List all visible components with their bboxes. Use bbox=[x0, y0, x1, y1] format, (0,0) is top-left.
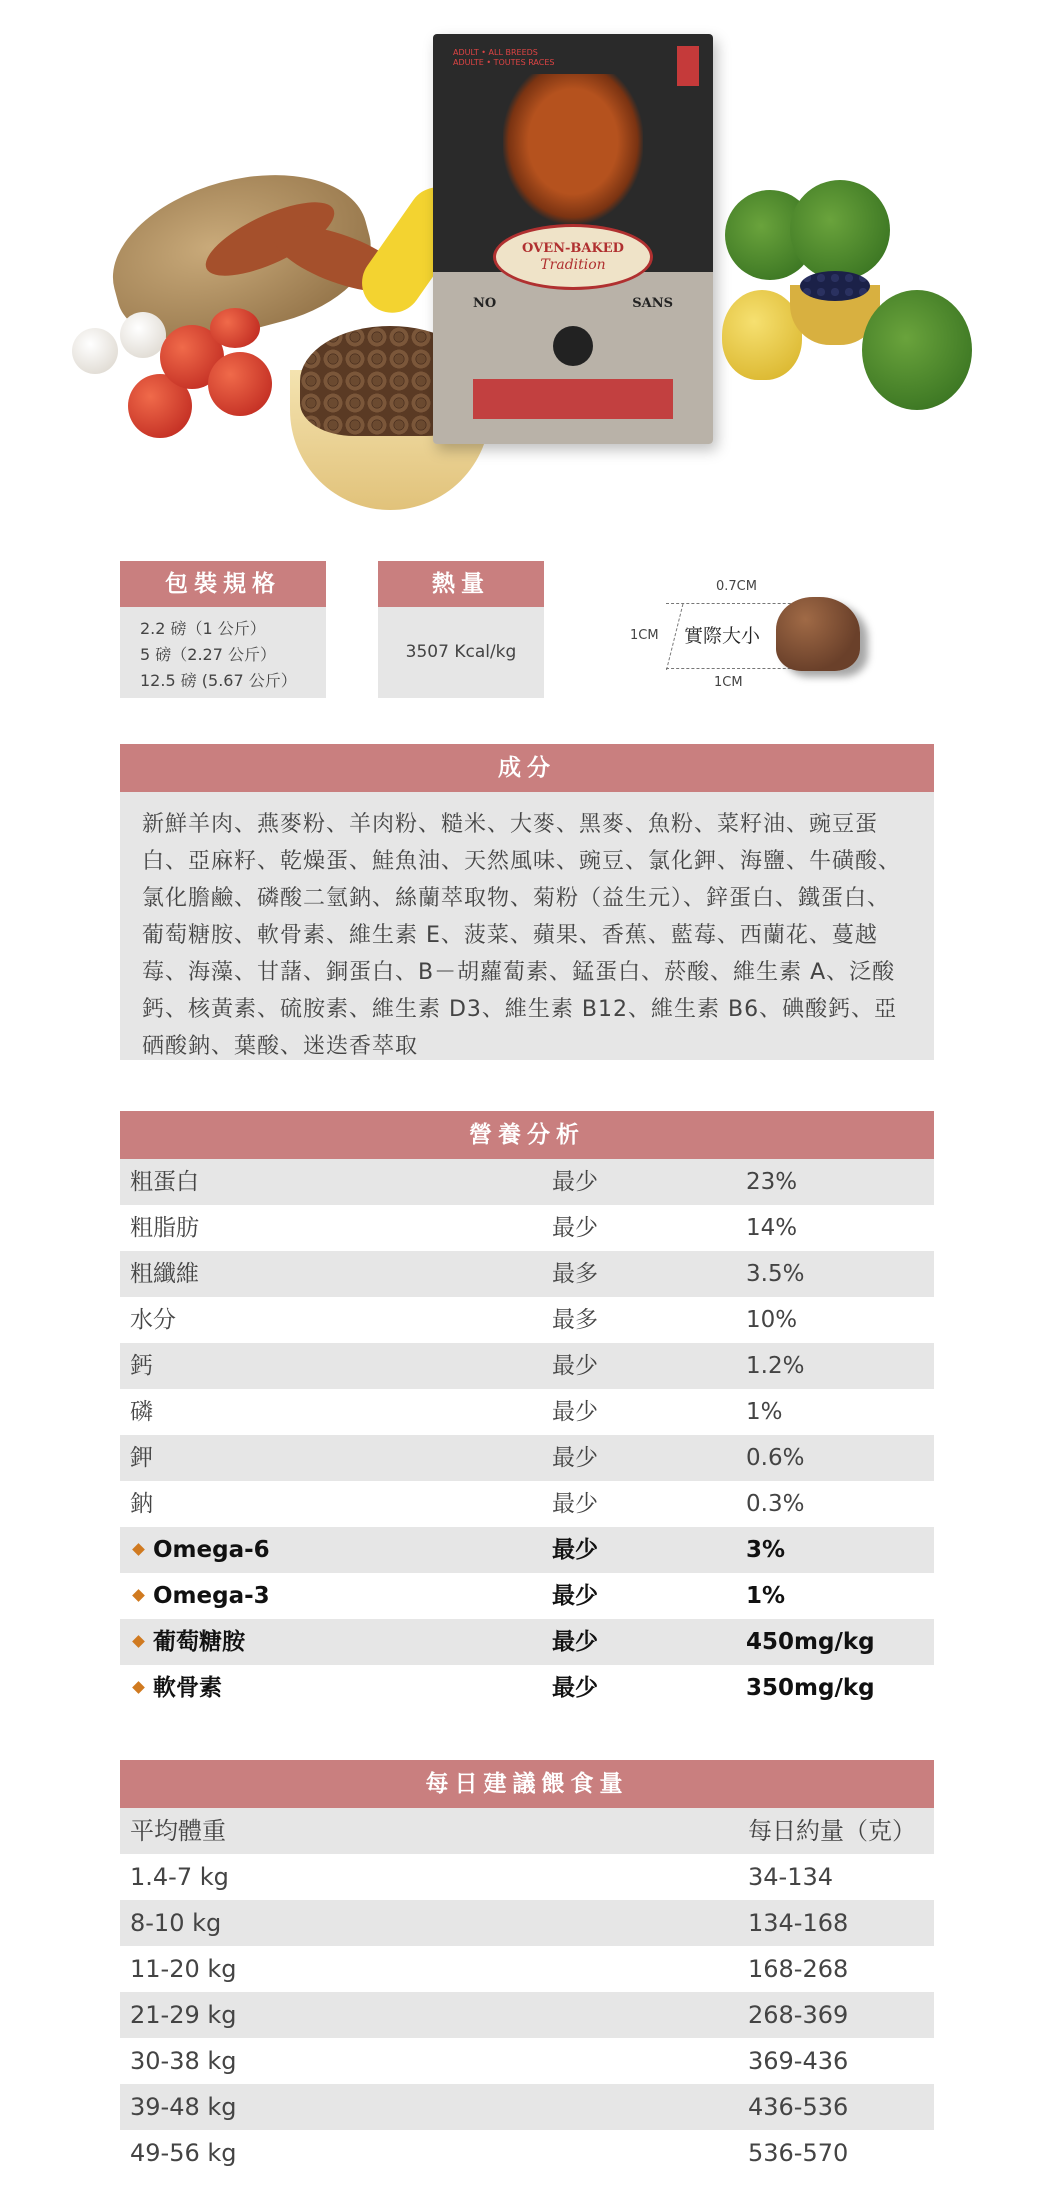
table-row bbox=[120, 1854, 934, 1900]
table-row bbox=[120, 1481, 934, 1527]
nutrient-qualifier: 最少 bbox=[552, 1583, 598, 1609]
nutrient-name: 葡萄糖胺 bbox=[153, 1629, 245, 1655]
table-row bbox=[120, 1297, 934, 1343]
table-row bbox=[120, 1389, 934, 1435]
table-row bbox=[120, 1435, 934, 1481]
nutrient-name: 粗脂肪 bbox=[130, 1215, 199, 1241]
nutrient-qualifier: 最少 bbox=[552, 1399, 598, 1425]
broccoli bbox=[862, 290, 972, 410]
table-row bbox=[120, 1159, 934, 1205]
feeding-header-row bbox=[120, 1808, 934, 1854]
packaging-box bbox=[120, 561, 326, 698]
canada-flag-icon bbox=[677, 46, 699, 86]
product-hero-image bbox=[0, 0, 1042, 520]
diamond-bullet-icon bbox=[132, 1635, 145, 1648]
nutrition-title: 營養分析 bbox=[120, 1111, 934, 1159]
daily-amount: 134-168 bbox=[748, 1909, 849, 1937]
kibble-width-label: 0.7CM bbox=[716, 579, 757, 594]
dog-weight: 21-29 kg bbox=[130, 2001, 237, 2029]
dog-weight: 8-10 kg bbox=[130, 1909, 222, 1937]
nutrient-value: 350mg/kg bbox=[746, 1675, 875, 1701]
nutrient-qualifier: 最少 bbox=[552, 1445, 598, 1471]
diamond-bullet-icon bbox=[132, 1543, 145, 1556]
daily-amount: 536-570 bbox=[748, 2139, 849, 2167]
dog-weight: 1.4-7 kg bbox=[130, 1863, 229, 1891]
table-row bbox=[120, 1527, 934, 1573]
nutrient-qualifier: 最少 bbox=[552, 1537, 598, 1563]
nutrient-name: 磷 bbox=[130, 1399, 153, 1425]
column-header-amount: 每日約量（克） bbox=[748, 1817, 916, 1845]
brand-line: OVEN-BAKED bbox=[522, 241, 624, 256]
product-bag bbox=[433, 34, 713, 444]
bag-no-text: NO bbox=[473, 296, 497, 311]
daily-amount: 34-134 bbox=[748, 1863, 834, 1891]
ingredients-title: 成分 bbox=[120, 744, 934, 792]
lamb-icon bbox=[553, 326, 593, 366]
daily-amount: 168-268 bbox=[748, 1955, 849, 1983]
kibble-size-diagram bbox=[626, 575, 896, 695]
nutrient-value: 3% bbox=[746, 1537, 786, 1563]
nutrient-name: 軟骨素 bbox=[153, 1675, 222, 1701]
nutrient-name: 粗蛋白 bbox=[130, 1169, 199, 1195]
nutrient-qualifier: 最少 bbox=[552, 1169, 598, 1195]
diamond-bullet-icon bbox=[132, 1589, 145, 1602]
bag-feature-strip bbox=[473, 379, 673, 419]
daily-amount: 436-536 bbox=[748, 2093, 849, 2121]
daily-amount: 268-369 bbox=[748, 2001, 849, 2029]
daily-amount: 369-436 bbox=[748, 2047, 849, 2075]
nutrient-qualifier: 最少 bbox=[552, 1491, 598, 1517]
nutrient-name: 鉀 bbox=[130, 1445, 153, 1471]
nutrient-value: 10% bbox=[746, 1307, 798, 1333]
nutrient-value: 450mg/kg bbox=[746, 1629, 875, 1655]
garlic bbox=[120, 312, 166, 358]
nutrient-qualifier: 最多 bbox=[552, 1307, 598, 1333]
kibble-height-label: 1CM bbox=[630, 628, 659, 643]
dog-weight: 49-56 kg bbox=[130, 2139, 237, 2167]
nutrient-name: 水分 bbox=[130, 1307, 176, 1333]
nutrient-qualifier: 最少 bbox=[552, 1675, 598, 1701]
diamond-bullet-icon bbox=[132, 1681, 145, 1694]
package-size: 5 磅（2.27 公斤） bbox=[140, 645, 276, 664]
table-row bbox=[120, 1665, 934, 1711]
table-row bbox=[120, 2130, 934, 2176]
kibble-photo bbox=[776, 597, 860, 671]
bag-top-line: ADULTE • TOUTES RACES bbox=[453, 58, 555, 67]
broccoli bbox=[790, 180, 890, 280]
bag-top-text bbox=[453, 48, 554, 68]
nutrient-qualifier: 最少 bbox=[552, 1353, 598, 1379]
bag-sans-text: SANS bbox=[632, 296, 673, 311]
apple bbox=[208, 352, 272, 416]
packaging-title: 包裝規格 bbox=[120, 561, 326, 607]
nutrient-name: 粗纖維 bbox=[130, 1261, 199, 1287]
table-row bbox=[120, 2084, 934, 2130]
package-size: 2.2 磅（1 公斤） bbox=[140, 619, 266, 638]
ingredients-text: 新鮮羊肉、燕麥粉、羊肉粉、糙米、大麥、黑麥、魚粉、菜籽油、豌豆蛋白、亞麻籽、乾燥蛋、鮭魚油、天然風味、豌豆、氯化鉀、海鹽、牛磺酸、氯化膽鹼、磷酸二氫鈉、絲蘭萃取物、菊粉（益生元）、鋅蛋白、鐵蛋白、葡萄糖胺、軟骨素、維生素 E、菠菜、蘋果、香蕉、藍莓、西蘭花、蔓越莓、海藻、甘藷、銅蛋白、B－胡蘿蔔素、錳蛋白、菸酸、維生素 A、泛酸鈣、核黃素、硫胺素、維生素 D3、維生素 B12、維生素 B6、碘酸鈣、亞硒酸鈉、葉酸、迷迭香萃取 bbox=[120, 792, 934, 1060]
nutrient-qualifier: 最少 bbox=[552, 1629, 598, 1655]
nutrient-qualifier: 最少 bbox=[552, 1215, 598, 1241]
apple bbox=[210, 308, 260, 348]
kibble-size-caption: 實際大小 bbox=[684, 625, 761, 647]
nutrient-name: 鈉 bbox=[130, 1491, 153, 1517]
nutrient-value: 1% bbox=[746, 1583, 786, 1609]
calories-value: 3507 Kcal/kg bbox=[378, 607, 544, 698]
dog-weight: 11-20 kg bbox=[130, 1955, 237, 1983]
nutrient-qualifier: 最多 bbox=[552, 1261, 598, 1287]
dog-weight: 39-48 kg bbox=[130, 2093, 237, 2121]
nutrient-value: 1.2% bbox=[746, 1353, 805, 1379]
nutrient-value: 23% bbox=[746, 1169, 798, 1195]
dog-photo bbox=[503, 74, 643, 224]
table-row bbox=[120, 1343, 934, 1389]
calories-box bbox=[378, 561, 544, 698]
table-row bbox=[120, 1946, 934, 1992]
column-header-weight: 平均體重 bbox=[130, 1817, 226, 1845]
table-row bbox=[120, 1573, 934, 1619]
nutrient-value: 0.6% bbox=[746, 1445, 805, 1471]
nutrient-name: Omega-3 bbox=[153, 1583, 270, 1609]
bag-top-line: ADULT • ALL BREEDS bbox=[453, 48, 538, 57]
table-row bbox=[120, 1619, 934, 1665]
kibble-depth-label: 1CM bbox=[714, 675, 743, 690]
brand-logo bbox=[493, 224, 653, 290]
calories-title: 熱量 bbox=[378, 561, 544, 607]
nutrient-value: 14% bbox=[746, 1215, 798, 1241]
table-row bbox=[120, 1205, 934, 1251]
table-row bbox=[120, 1900, 934, 1946]
nutrient-value: 0.3% bbox=[746, 1491, 805, 1517]
table-row bbox=[120, 1992, 934, 2038]
nutrient-name: 鈣 bbox=[130, 1353, 153, 1379]
brand-line: Tradition bbox=[540, 257, 606, 273]
packaging-sizes bbox=[120, 607, 326, 698]
nutrient-value: 1% bbox=[746, 1399, 783, 1425]
package-size: 12.5 磅 (5.67 公斤） bbox=[140, 671, 297, 690]
table-row bbox=[120, 2038, 934, 2084]
nutrient-value: 3.5% bbox=[746, 1261, 805, 1287]
dog-weight: 30-38 kg bbox=[130, 2047, 237, 2075]
garlic bbox=[72, 328, 118, 374]
table-row bbox=[120, 1251, 934, 1297]
nutrient-name: Omega-6 bbox=[153, 1537, 270, 1563]
feeding-title: 每日建議餵食量 bbox=[120, 1760, 934, 1808]
